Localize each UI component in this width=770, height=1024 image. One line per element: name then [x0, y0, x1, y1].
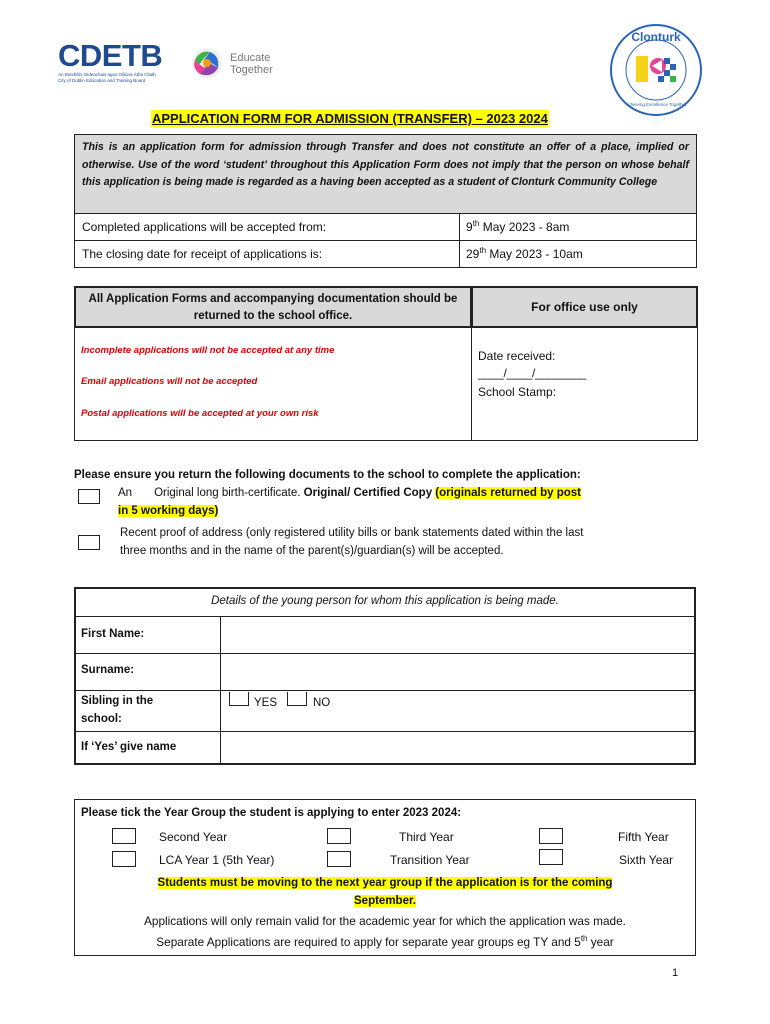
sixth-year-checkbox[interactable]: [539, 849, 563, 865]
school-seal: [608, 22, 704, 118]
cdetb-sub-line2: City of Dublin Education and Training Board: [58, 78, 146, 83]
doc-item-2-line2: three months and in the name of the parent(s)/guardian(s) will be accepted.: [120, 545, 504, 557]
sibling-no-label: NO: [313, 697, 331, 709]
disclaimer-text: This is an application form for admission through Transfer and does not constitute an offer of a place, implied or otherwise. Use of the word ‘student’ throughout this Application Form does not imply that the person on whose behalf this application is being made is regarded as a having been accepted as a student of Clonturk Community College: [82, 141, 689, 188]
office-heading: For office use only: [531, 300, 638, 314]
doc-item-1-line1: An Original long birth-certificate. Original/ Certified Copy (originals returned by post: [118, 487, 581, 499]
doc-item-1-line2: in 5 working days): [118, 505, 219, 517]
school-seal-top: Clonturk: [631, 30, 681, 44]
second-year-checkbox[interactable]: [112, 828, 136, 844]
educate-line1: Educate: [230, 52, 271, 64]
office-body-box: [471, 327, 698, 441]
sibling-yes-label: YES: [254, 697, 278, 709]
school-seal-bottom: Achieving Excellence Together: [625, 102, 687, 107]
page-title: APPLICATION FORM FOR ADMISSION (TRANSFER) – 2023 2024: [152, 111, 548, 126]
educate-together-logo: [190, 46, 285, 82]
sibling-yes-checkbox[interactable]: [229, 692, 249, 706]
closing-date: 29th May 2023 - 10am: [466, 246, 583, 261]
third-year-checkbox[interactable]: [327, 828, 351, 844]
page-number: 1: [672, 967, 679, 979]
sibling-no-checkbox[interactable]: [287, 692, 307, 706]
return-note-3: Postal applications will be accepted at your own risk: [81, 408, 319, 419]
date-received-label: Date received:: [478, 349, 556, 363]
doc-proof-address-checkbox[interactable]: [78, 535, 100, 550]
cdetb-logo-text: CDETB: [58, 38, 163, 73]
return-heading: All Application Forms and accompanying documentation should be returned to the school office.: [88, 293, 458, 322]
educate-together-icon: [190, 46, 224, 80]
third-year-label: Third Year: [399, 830, 454, 844]
year-group-heading: Please tick the Year Group the student is applying to enter 2023 2024:: [81, 807, 462, 819]
disclaimer-box: [74, 134, 697, 214]
first-name-label: First Name:: [81, 628, 145, 640]
separate-note: Separate Applications are required to apply for separate year groups eg TY and 5th year: [156, 934, 614, 949]
valid-note: Applications will only remain valid for the academic year for which the application was made.: [144, 914, 626, 928]
if-yes-label: If ‘Yes’ give name: [81, 741, 177, 753]
sibling-label-2: school:: [81, 713, 122, 725]
surname-input[interactable]: [222, 655, 694, 689]
school-stamp-label: School Stamp:: [478, 385, 557, 399]
accepted-label: Completed applications will be accepted from:: [82, 220, 327, 234]
sixth-year-label: Sixth Year: [619, 853, 674, 867]
return-note-1: Incomplete applications will not be accepted at any time: [81, 345, 335, 356]
sibling-name-input[interactable]: [222, 733, 694, 763]
details-heading: Details of the young person for whom this application is being made.: [211, 595, 559, 607]
moving-note: Students must be moving to the next year group if the application is for the coming September.: [157, 877, 613, 907]
closing-label: The closing date for receipt of applications is:: [82, 247, 323, 261]
documents-heading: Please ensure you return the following documents to the school to complete the application:: [74, 469, 581, 481]
transition-year-label: Transition Year: [390, 853, 470, 867]
second-year-label: Second Year: [159, 830, 228, 844]
return-note-2: Email applications will not be accepted: [81, 376, 258, 387]
fifth-year-checkbox[interactable]: [539, 828, 563, 844]
educate-line2: Together: [230, 64, 273, 76]
lca-year-checkbox[interactable]: [112, 851, 136, 867]
accepted-date: 9th May 2023 - 8am: [466, 219, 570, 234]
date-received-line: ____/____/________: [478, 366, 587, 380]
surname-label: Surname:: [81, 664, 135, 676]
first-name-input[interactable]: [222, 618, 694, 652]
cdetb-sub-line1: An tSeirbhís Oideachais agus Oiliúna Átha Cliath: [58, 72, 156, 77]
transition-year-checkbox[interactable]: [327, 851, 351, 867]
fifth-year-label: Fifth Year: [618, 830, 669, 844]
cdetb-logo: [58, 40, 188, 96]
doc-item-2-line1: Recent proof of address (only registered utility bills or bank statements dated within the last: [120, 527, 584, 539]
doc-birth-cert-checkbox[interactable]: [78, 489, 100, 504]
sibling-label-1: Sibling in the: [81, 695, 154, 707]
lca-year-label: LCA Year 1 (5th Year): [159, 853, 275, 867]
